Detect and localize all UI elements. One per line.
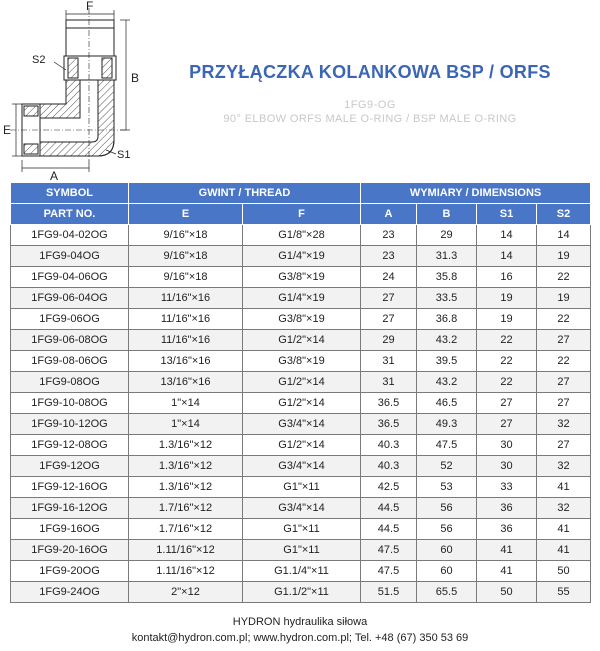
cell-b: 60 [417,540,477,561]
cell-part-no: 1FG9-12-16OG [11,477,129,498]
cell-s1: 22 [477,351,537,372]
cell-b: 33.5 [417,288,477,309]
cell-part-no: 1FG9-06-08OG [11,330,129,351]
cell-a: 36.5 [361,414,417,435]
cell-s1: 16 [477,267,537,288]
cell-b: 43.2 [417,372,477,393]
table-row [11,246,591,267]
cell-part-no: 1FG9-20-16OG [11,540,129,561]
cell-a: 47.5 [361,561,417,582]
label-e: E [3,123,12,137]
cell-part-no: 1FG9-06-04OG [11,288,129,309]
cell-a: 44.5 [361,498,417,519]
cell-b: 47.5 [417,435,477,456]
cell-b: 36.8 [417,309,477,330]
header-col-a: A [361,204,417,225]
cell-s2: 22 [537,309,591,330]
cell-s1: 14 [477,225,537,246]
cell-part-no: 1FG9-04-02OG [11,225,129,246]
cell-f: G3/8"×19 [243,351,361,372]
cell-a: 42.5 [361,477,417,498]
cell-s2: 22 [537,267,591,288]
cell-e: 1.3/16"×12 [129,456,243,477]
cell-e: 1.3/16"×12 [129,477,243,498]
cell-e: 9/16"×18 [129,267,243,288]
cell-b: 43.2 [417,330,477,351]
cell-s2: 19 [537,288,591,309]
cell-f: G3/4"×14 [243,498,361,519]
cell-s2: 41 [537,540,591,561]
cell-a: 29 [361,330,417,351]
cell-f: G1"×11 [243,540,361,561]
product-description: 90° ELBOW ORFS MALE O-RING / BSP MALE O-RING [223,113,517,125]
cell-s2: 41 [537,519,591,540]
label-f: F [86,0,94,13]
cell-e: 11/16"×16 [129,309,243,330]
cell-s2: 14 [537,225,591,246]
cell-f: G1/2"×14 [243,372,361,393]
table-row [11,582,591,603]
cell-b: 53 [417,477,477,498]
cell-a: 47.5 [361,540,417,561]
cell-b: 29 [417,225,477,246]
cell-b: 65.5 [417,582,477,603]
header-row-1 [11,183,591,204]
cell-e: 1.7/16"×12 [129,498,243,519]
cell-f: G1"×11 [243,519,361,540]
header-col-b: B [417,204,477,225]
cell-part-no: 1FG9-10-12OG [11,414,129,435]
cell-s2: 32 [537,414,591,435]
cell-b: 46.5 [417,393,477,414]
cell-s2: 27 [537,372,591,393]
cell-b: 52 [417,456,477,477]
table-row [11,435,591,456]
cell-a: 40.3 [361,435,417,456]
cell-f: G1.1/4"×11 [243,561,361,582]
label-s1: S1 [117,149,131,161]
product-code: 1FG9-OG [344,99,396,111]
cell-b: 56 [417,519,477,540]
cell-s2: 27 [537,435,591,456]
cell-f: G1/4"×19 [243,288,361,309]
cell-f: G3/8"×19 [243,267,361,288]
table-row [11,561,591,582]
cell-part-no: 1FG9-08OG [11,372,129,393]
table-row [11,309,591,330]
label-b: B [131,71,140,85]
cell-s1: 22 [477,372,537,393]
cell-s1: 50 [477,582,537,603]
cell-a: 24 [361,267,417,288]
table-row [11,372,591,393]
cell-f: G1/2"×14 [243,330,361,351]
cell-s2: 19 [537,246,591,267]
cell-e: 13/16"×16 [129,372,243,393]
label-s2: S2 [32,54,46,66]
cell-b: 49.3 [417,414,477,435]
cell-b: 60 [417,561,477,582]
cell-e: 9/16"×18 [129,225,243,246]
cell-part-no: 1FG9-16-12OG [11,498,129,519]
cell-part-no: 1FG9-04-06OG [11,267,129,288]
header-col-f: F [243,204,361,225]
fitting-drawing [0,0,150,180]
cell-a: 40.3 [361,456,417,477]
footer-company: HYDRON hydraulika siłowa [232,616,368,628]
spec-table [10,182,591,603]
cell-part-no: 1FG9-20OG [11,561,129,582]
footer-contact: kontakt@hydron.com.pl; www.hydron.com.pl; Tel. +48 (67) 350 53 69 [131,632,469,644]
label-a: A [50,169,59,180]
table-row [11,267,591,288]
header-col-s1: S1 [477,204,537,225]
cell-b: 56 [417,498,477,519]
cell-a: 51.5 [361,582,417,603]
cell-s2: 27 [537,330,591,351]
header-part-no: PART NO. [11,204,129,225]
cell-e: 1"×14 [129,414,243,435]
cell-a: 23 [361,246,417,267]
cell-s1: 22 [477,330,537,351]
cell-e: 13/16"×16 [129,351,243,372]
cell-s1: 36 [477,519,537,540]
cell-s2: 32 [537,498,591,519]
cell-s1: 14 [477,246,537,267]
cell-part-no: 1FG9-06OG [11,309,129,330]
cell-f: G1"×11 [243,477,361,498]
cell-s2: 22 [537,351,591,372]
cell-e: 1.11/16"×12 [129,561,243,582]
spec-table-body [11,225,591,603]
cell-e: 2"×12 [129,582,243,603]
table-row [11,498,591,519]
cell-e: 11/16"×16 [129,288,243,309]
cell-s1: 19 [477,288,537,309]
cell-b: 31.3 [417,246,477,267]
cell-s1: 27 [477,393,537,414]
cell-f: G1.1/2"×11 [243,582,361,603]
cell-e: 1.11/16"×12 [129,540,243,561]
cell-s2: 41 [537,477,591,498]
cell-s1: 19 [477,309,537,330]
cell-a: 27 [361,309,417,330]
cell-a: 31 [361,372,417,393]
cell-s2: 50 [537,561,591,582]
cell-f: G3/4"×14 [243,456,361,477]
table-row [11,477,591,498]
header-row-2 [11,204,591,225]
cell-a: 31 [361,351,417,372]
table-row [11,456,591,477]
table-row [11,414,591,435]
table-row [11,393,591,414]
cell-s1: 33 [477,477,537,498]
cell-a: 23 [361,225,417,246]
cell-e: 11/16"×16 [129,330,243,351]
table-row [11,330,591,351]
cell-s1: 27 [477,414,537,435]
cell-a: 44.5 [361,519,417,540]
cell-part-no: 1FG9-08-06OG [11,351,129,372]
cell-e: 9/16"×18 [129,246,243,267]
cell-part-no: 1FG9-12-08OG [11,435,129,456]
header-dimensions: WYMIARY / DIMENSIONS [361,183,591,204]
cell-b: 35.8 [417,267,477,288]
cell-s2: 55 [537,582,591,603]
cell-f: G1/2"×14 [243,393,361,414]
cell-f: G3/4"×14 [243,414,361,435]
cell-s1: 41 [477,540,537,561]
header-col-s2: S2 [537,204,591,225]
cell-a: 36.5 [361,393,417,414]
table-row [11,351,591,372]
cell-e: 1"×14 [129,393,243,414]
header-thread: GWINT / THREAD [129,183,361,204]
footer [0,614,600,646]
cell-part-no: 1FG9-12OG [11,456,129,477]
cell-e: 1.7/16"×12 [129,519,243,540]
cell-s1: 30 [477,456,537,477]
cell-f: G1/2"×14 [243,435,361,456]
cell-s2: 32 [537,456,591,477]
cell-f: G1/4"×19 [243,246,361,267]
cell-b: 39.5 [417,351,477,372]
cell-s1: 41 [477,561,537,582]
table-row [11,225,591,246]
page-title: PRZYŁĄCZKA KOLANKOWA BSP / ORFS [189,62,551,82]
table-row [11,288,591,309]
cell-part-no: 1FG9-04OG [11,246,129,267]
cell-a: 27 [361,288,417,309]
cell-f: G3/8"×19 [243,309,361,330]
cell-s1: 30 [477,435,537,456]
cell-part-no: 1FG9-10-08OG [11,393,129,414]
table-row [11,519,591,540]
header-col-e: E [129,204,243,225]
table-row [11,540,591,561]
cell-part-no: 1FG9-16OG [11,519,129,540]
cell-f: G1/8"×28 [243,225,361,246]
cell-s1: 36 [477,498,537,519]
cell-e: 1.3/16"×12 [129,435,243,456]
header-symbol: SYMBOL [11,183,129,204]
cell-s2: 27 [537,393,591,414]
cell-part-no: 1FG9-24OG [11,582,129,603]
title-block [150,62,590,125]
